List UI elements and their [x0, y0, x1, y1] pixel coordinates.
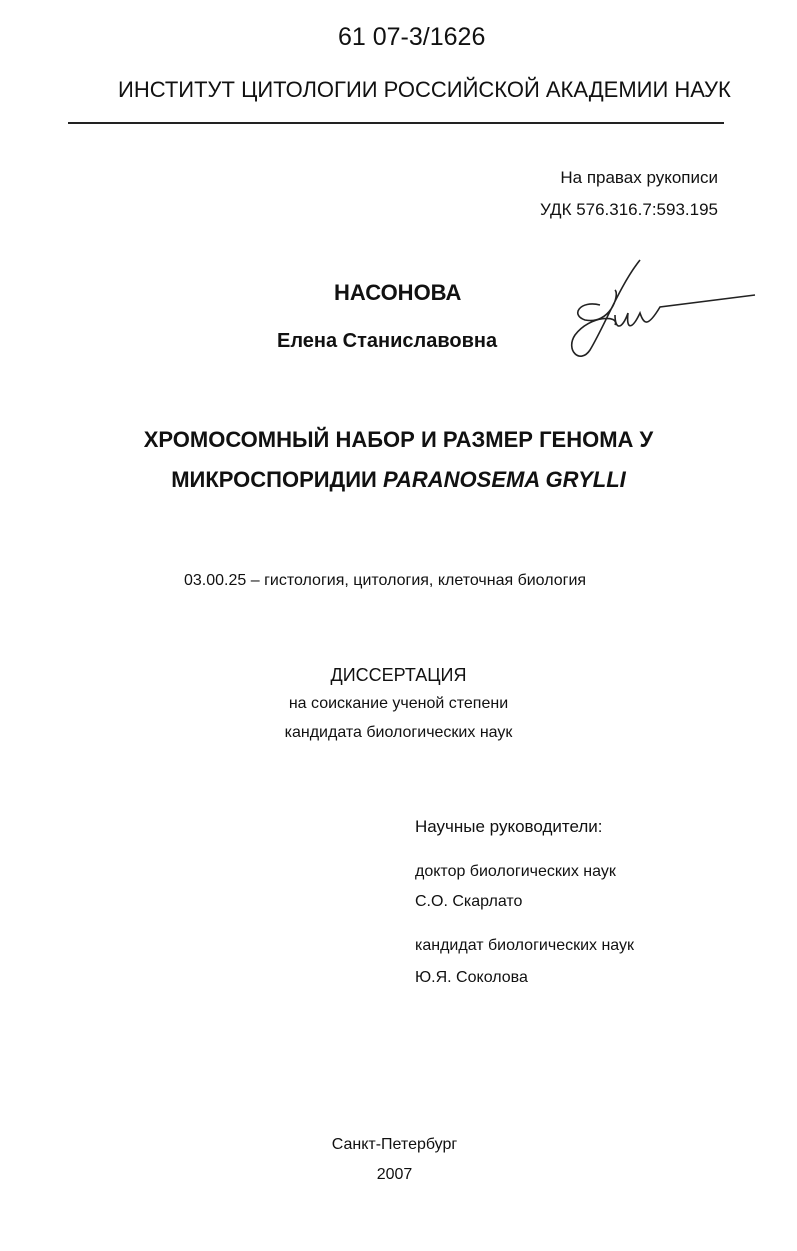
title-line-1: ХРОМОСОМНЫЙ НАБОР И РАЗМЕР ГЕНОМА У	[143, 427, 654, 452]
document-type: ДИССЕРТАЦИЯ	[330, 665, 467, 685]
supervisor-name: С.О. Скарлато	[415, 893, 523, 910]
supervisors-label: Научные руководители:	[415, 817, 603, 836]
institution-name: ИНСТИТУТ ЦИТОЛОГИИ РОССИЙСКОЙ АКАДЕМИИ НАУК	[118, 77, 731, 102]
supervisor-degree: доктор биологических наук	[415, 863, 616, 880]
title-line-2-prefix: МИКРОСПОРИДИИ	[171, 467, 383, 492]
author-surname: НАСОНОВА	[334, 280, 462, 305]
supervisor-name: Ю.Я. Соколова	[415, 969, 528, 986]
supervisor-degree: кандидат биологических наук	[415, 937, 635, 954]
species-name: PARANOSEMA GRYLLI	[382, 467, 626, 492]
author-given-names: Елена Станиславовна	[277, 330, 498, 352]
author-signature	[560, 255, 760, 365]
specialty-code: 03.00.25 – гистология, цитология, клеточная биология	[184, 572, 587, 589]
udc-code: УДК 576.316.7:593.195	[540, 200, 718, 219]
degree-line-1: на соискание ученой степени	[288, 695, 509, 712]
city: Санкт-Петербург	[331, 1136, 458, 1153]
archive-number: 61 07-3/1626	[338, 23, 486, 51]
header-divider	[68, 122, 724, 124]
degree-line-2: кандидата биологических наук	[284, 724, 513, 741]
manuscript-rights: На правах рукописи	[560, 168, 718, 187]
year: 2007	[376, 1166, 413, 1183]
title-line-2	[0, 469, 797, 491]
